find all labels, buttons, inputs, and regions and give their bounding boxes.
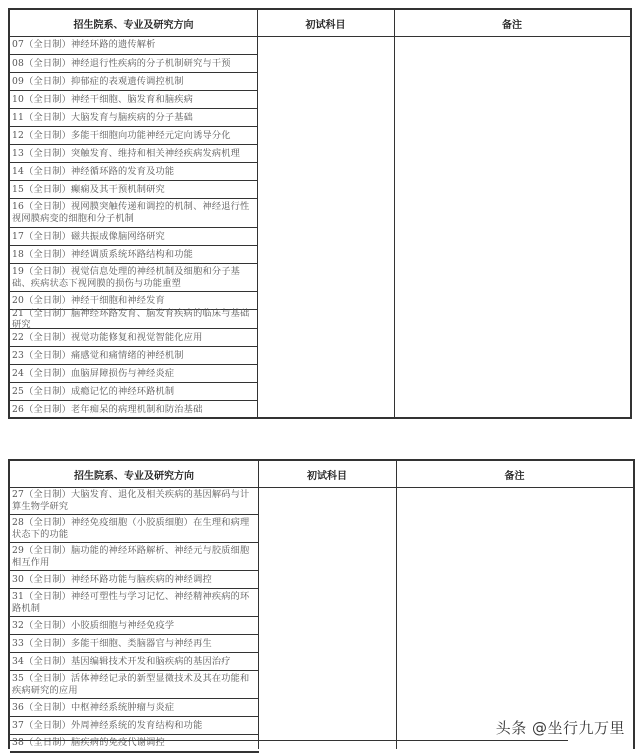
table-row xyxy=(10,307,258,330)
program-table-1 xyxy=(8,8,632,419)
direction-list xyxy=(10,36,258,419)
table-header xyxy=(10,10,630,37)
table-row xyxy=(10,653,259,671)
row-text: 32（全日制）小胶质细胞与神经免疫学 xyxy=(12,619,175,631)
header-exam-subjects: 初试科目 xyxy=(305,19,346,31)
row-text: 19（全日制）视觉信息处理的神经机制及细胞和分子基础、疾病状态下视网膜的损伤与功能重塑 xyxy=(12,266,241,289)
table-row xyxy=(10,73,258,91)
header-exam-subjects: 初试科目 xyxy=(307,470,347,482)
table-row xyxy=(10,163,258,181)
row-text: 12（全日制）多能干细胞向功能神经元定向诱导分化 xyxy=(12,129,231,141)
table-row xyxy=(10,181,258,199)
row-text: 10（全日制）神经干细胞、脑发育和脑疾病 xyxy=(12,93,194,105)
row-text: 09（全日制）抑郁症的表观遗传调控机制 xyxy=(12,75,184,87)
table-row xyxy=(10,515,259,543)
row-text: 26（全日制）老年痴呆的病理机制和防治基础 xyxy=(12,404,203,416)
row-text: 37（全日制）外周神经系统的发育结构和功能 xyxy=(12,719,203,731)
table-row xyxy=(10,699,259,717)
column-divider xyxy=(396,461,397,749)
row-text: 11（全日制）大脑发育与脑疾病的分子基础 xyxy=(12,111,194,123)
row-text: 20（全日制）神经干细胞和神经发育 xyxy=(12,294,165,306)
table-row xyxy=(10,589,259,617)
row-text: 31（全日制）神经可塑性与学习记忆、神经精神疾病的环路机制 xyxy=(12,591,250,614)
table-row xyxy=(10,401,258,419)
table-row xyxy=(10,717,259,735)
row-text: 21（全日制）脑神经环路发育、脑发育疾病的临床与基础研究 xyxy=(12,307,250,330)
table-row xyxy=(10,109,258,127)
row-text: 36（全日制）中枢神经系统肿瘤与炎症 xyxy=(12,701,175,713)
watermark: 头条 @坐行九万里 xyxy=(495,719,625,737)
row-text: 33（全日制）多能干细胞、类脑器官与神经再生 xyxy=(12,637,212,649)
table-row xyxy=(10,55,258,73)
row-text: 24（全日制）血脑屏障损伤与神经炎症 xyxy=(12,367,175,379)
header-direction: 招生院系、专业及研究方向 xyxy=(74,470,194,482)
table-row xyxy=(10,246,258,264)
table-row xyxy=(10,264,258,292)
row-text: 16（全日制）视网膜突触传递和调控的机制、神经退行性视网膜病变的细胞和分子机制 xyxy=(12,201,250,224)
row-text: 25（全日制）成瘾记忆的神经环路机制 xyxy=(12,385,175,397)
row-text: 08（全日制）神经退行性疾病的分子机制研究与干预 xyxy=(12,57,231,69)
table-row xyxy=(10,145,258,163)
row-text: 30（全日制）神经环路功能与脑疾病的神经调控 xyxy=(12,573,212,585)
table-row xyxy=(10,347,258,365)
table-bottom-border xyxy=(8,740,568,741)
row-text: 35（全日制）活体神经记录的新型显微技术及其在功能和疾病研究的应用 xyxy=(12,673,250,696)
program-table-2 xyxy=(8,459,635,749)
table-header xyxy=(10,461,633,488)
table-row xyxy=(10,228,258,246)
column-divider xyxy=(394,10,395,417)
row-text: 23（全日制）痛感觉和痛情绪的神经机制 xyxy=(12,349,184,361)
row-text: 15（全日制）癫痫及其干预机制研究 xyxy=(12,183,165,195)
table-row xyxy=(10,571,259,589)
row-text: 29（全日制）脑功能的神经环路解析、神经元与胶质细胞相互作用 xyxy=(12,545,250,568)
table-row xyxy=(10,365,258,383)
table-row xyxy=(10,127,258,145)
row-text: 18（全日制）神经调质系统环路结构和功能 xyxy=(12,248,194,260)
row-text: 34（全日制）基因编辑技术开发和脑疾病的基因治疗 xyxy=(12,655,231,667)
row-text: 17（全日制）磁共振成像脑网络研究 xyxy=(12,230,165,242)
header-notes: 备注 xyxy=(504,470,525,482)
table-row xyxy=(10,543,259,571)
table-row xyxy=(10,671,259,699)
table-row xyxy=(10,487,259,515)
row-text: 22（全日制）视觉功能修复和视觉智能化应用 xyxy=(12,331,203,343)
row-text: 13（全日制）突触发育、维持和相关神经疾病发病机理 xyxy=(12,147,241,159)
header-direction: 招生院系、专业及研究方向 xyxy=(73,19,194,31)
table-row xyxy=(10,36,258,55)
header-notes: 备注 xyxy=(502,19,522,31)
table-row xyxy=(10,635,259,653)
row-text: 07（全日制）神经环路的遗传解析 xyxy=(12,39,156,51)
table-row xyxy=(10,383,258,401)
row-text: 27（全日制）大脑发育、退化及相关疾病的基因解码与计算生物学研究 xyxy=(12,489,250,512)
table-row xyxy=(10,617,259,635)
row-text: 38（全日制）脑疾病的免疫代谢调控 xyxy=(12,737,165,749)
table-row xyxy=(10,91,258,109)
table-row xyxy=(10,329,258,347)
table-row xyxy=(10,199,258,228)
table-row xyxy=(10,735,259,753)
row-text: 28（全日制）神经免疫细胞（小胶质细胞）在生理和病理状态下的功能 xyxy=(12,517,250,540)
row-text: 14（全日制）神经循环路的发育及功能 xyxy=(12,165,175,177)
direction-list xyxy=(10,487,259,749)
